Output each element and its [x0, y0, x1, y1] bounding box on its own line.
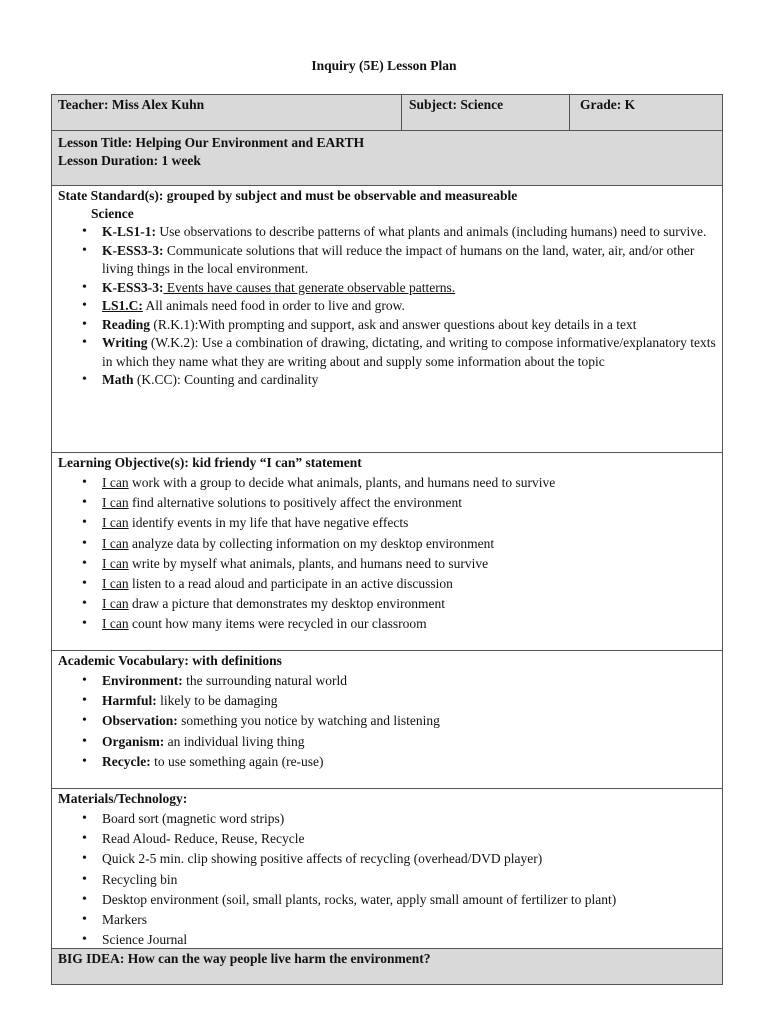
big-idea-cell [51, 948, 723, 985]
vocabulary-cell [51, 650, 723, 789]
objective-item [58, 473, 716, 493]
objective-item [58, 534, 716, 554]
standard-text: Use a combination of drawing, dictating, and writing to compose informative/explanatory texts in which they name what they are writing about and supply some information about the topic [102, 335, 716, 369]
document-title: Inquiry (5E) Lesson Plan [311, 58, 457, 73]
vocabulary-definition: to use something again (re-use) [150, 753, 324, 769]
objective-item [58, 574, 716, 594]
standard-ref: (R.K.1): [150, 316, 199, 332]
objective-text: analyze data by collecting information on my desktop environment [128, 535, 495, 551]
material-item: • Read Aloud- Reduce, Reuse, Recycle [58, 829, 716, 849]
material-item: • Recycling bin [58, 870, 716, 890]
material-item: • Desktop environment (soil, small plants, rocks, water, apply small amount of fertilizer to plant) [58, 890, 716, 910]
objectives-heading: Learning Objective(s): kid friendy “I can” statement [58, 455, 362, 470]
objectives-cell [51, 452, 723, 651]
standard-item [58, 279, 716, 298]
standard-item [58, 242, 716, 279]
objectives-list [58, 473, 716, 635]
standard-ref: (K.CC): [133, 372, 181, 387]
objective-item [58, 594, 716, 614]
grade-cell [569, 94, 723, 131]
objective-lead: I can [102, 495, 129, 511]
objective-lead: I can [102, 596, 129, 612]
teacher-cell [51, 94, 402, 131]
materials-list [58, 809, 716, 950]
standard-item [58, 223, 716, 242]
vocabulary-definition: likely to be damaging [156, 693, 278, 709]
vocabulary-item [58, 671, 716, 691]
materials-cell [51, 788, 723, 949]
grade-label: Grade: K [580, 97, 636, 112]
standard-text: Use observations to describe patterns of what plants and animals (including humans) need to survive. [156, 224, 707, 239]
standard-item [58, 316, 716, 335]
objective-lead: I can [102, 515, 129, 531]
vocabulary-item [58, 691, 716, 711]
standard-code: K-LS1-1: [102, 224, 156, 239]
objective-item [58, 493, 716, 513]
lesson-duration: Lesson Duration: 1 week [58, 153, 201, 168]
lesson-info-cell [51, 130, 723, 186]
vocabulary-heading: Academic Vocabulary: with definitions [58, 653, 282, 668]
material-item: • Science Journal [58, 930, 716, 950]
material-item: • Board sort (magnetic word strips) [58, 809, 716, 829]
standard-code: Math [102, 372, 134, 387]
standard-text: Communicate solutions that will reduce the impact of humans on the land, water, air, and/or other living things in the local environment. [102, 242, 695, 276]
objective-text: find alternative solutions to positively affect the environment [128, 495, 463, 511]
objective-text: count how many items were recycled in our classroom [128, 616, 427, 632]
standard-text: With prompting and support, ask and answer questions about key details in a text [198, 316, 637, 332]
standards-heading: State Standard(s): grouped by subject and must be observable and measureable [58, 188, 518, 203]
vocabulary-term: Observation: [102, 713, 178, 729]
big-idea-text: BIG IDEA: How can the way people live harm the environment? [58, 951, 431, 966]
objective-lead: I can [102, 535, 129, 551]
standard-text: Counting and cardinality [180, 372, 319, 387]
subject-label: Subject: Science [409, 97, 504, 112]
objective-text: draw a picture that demonstrates my desktop environment [128, 596, 446, 612]
vocabulary-list [58, 671, 716, 772]
vocabulary-item [58, 711, 716, 731]
objective-item [58, 513, 716, 533]
vocabulary-item [58, 732, 716, 752]
material-item: • Quick 2-5 min. clip showing positive affects of recycling (overhead/DVD player) [58, 849, 716, 869]
vocabulary-definition: something you notice by watching and listening [177, 713, 440, 729]
objective-lead: I can [102, 475, 129, 490]
standard-code: LS1.C: [102, 298, 143, 313]
standard-text: All animals need food in order to live and grow. [142, 298, 405, 313]
material-item: • Markers [58, 910, 716, 930]
standard-code: Writing [102, 335, 148, 350]
objective-text: write by myself what animals, plants, and humans need to survive [128, 555, 489, 571]
lesson-title: Lesson Title: Helping Our Environment and EARTH [58, 135, 365, 150]
vocabulary-term: Environment: [102, 673, 183, 688]
subject-cell [401, 94, 570, 131]
objective-item [58, 554, 716, 574]
standard-item [58, 334, 716, 371]
objective-item [58, 614, 716, 634]
standards-list [58, 223, 716, 390]
standards-subheading: Science [91, 206, 134, 221]
objective-lead: I can [102, 555, 129, 571]
lesson-plan-table [51, 94, 723, 985]
objective-text: identify events in my life that have negative effects [128, 515, 409, 531]
standard-code: Reading [102, 316, 151, 332]
vocabulary-term: Organism: [102, 733, 165, 749]
standard-code: K-ESS3-3: [102, 242, 164, 258]
standards-cell [51, 185, 723, 453]
standard-item [58, 297, 716, 316]
standard-code: K-ESS3-3: [102, 279, 164, 295]
teacher-label: Teacher: Miss Alex Kuhn [58, 97, 205, 112]
vocabulary-item [58, 752, 716, 772]
objective-lead: I can [102, 616, 129, 632]
vocabulary-term: Recycle: [102, 753, 151, 769]
vocabulary-definition: the surrounding natural world [182, 673, 347, 688]
standard-item [58, 371, 716, 390]
objective-text: work with a group to decide what animals, plants, and humans need to survive [128, 475, 556, 490]
vocabulary-term: Harmful: [102, 693, 157, 709]
vocabulary-definition: an individual living thing [164, 733, 305, 749]
objective-lead: I can [102, 576, 129, 592]
standard-ref: (W.K.2): [147, 335, 199, 350]
standard-text: Events have causes that generate observable patterns. [163, 279, 456, 295]
materials-heading: Materials/Technology: [58, 791, 188, 806]
objective-text: listen to a read aloud and participate in an active discussion [128, 576, 453, 592]
